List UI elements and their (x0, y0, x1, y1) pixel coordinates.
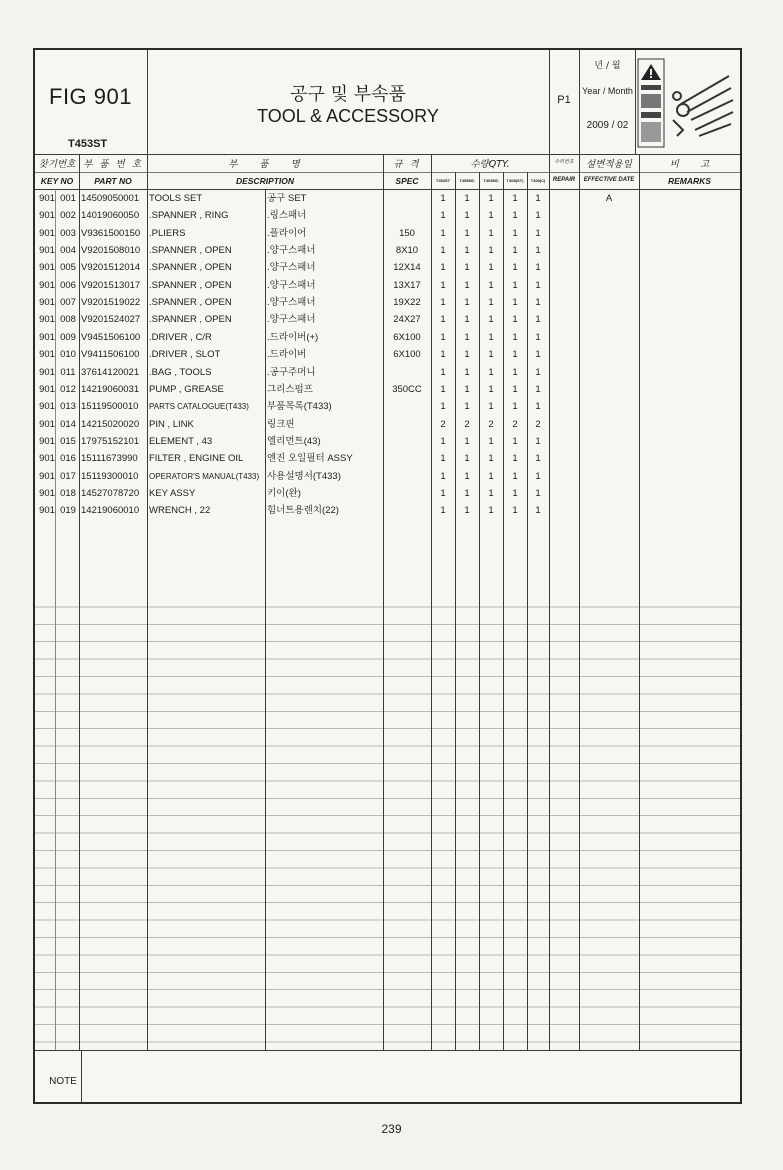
quantity-cell: 1 (464, 453, 470, 465)
fig-number-cell: 901 (39, 297, 55, 309)
description-header: DESCRIPTION (235, 176, 295, 186)
ruled-lines (35, 590, 740, 1047)
quantity-cell: 1 (440, 487, 446, 499)
table-row (35, 329, 740, 346)
description-korean-cell: 공구 SET (267, 193, 307, 204)
description-korean-cell: .양구스패너 (267, 314, 316, 326)
quantity-cell: 1 (535, 487, 541, 499)
quantity-cell: 1 (464, 227, 470, 239)
table-row (35, 381, 740, 398)
quantity-cell: 1 (440, 262, 446, 274)
quantity-cell: 1 (535, 262, 541, 274)
quantity-cell: 1 (464, 401, 470, 413)
key-number-cell: 007 (60, 297, 76, 309)
quantity-cell: 1 (512, 453, 518, 465)
description-korean-cell: .양구스패너 (267, 279, 316, 291)
quantity-cell: 1 (440, 210, 446, 222)
description-korean-cell: .플라이어 (267, 227, 307, 239)
fig-number-cell: 901 (39, 366, 55, 378)
quantity-cell: 1 (512, 470, 518, 482)
key-number-cell: 012 (60, 383, 76, 395)
part-number-cell: 15119300010 (81, 470, 139, 482)
quantity-cell: 1 (488, 193, 494, 204)
header-vline (635, 50, 636, 154)
column-line (479, 172, 480, 1050)
quantity-cell: 1 (464, 470, 470, 482)
repair-header: REPAIR (552, 177, 576, 183)
part-number-cell: 15111673990 (81, 453, 138, 465)
key-number-cell: 014 (60, 418, 76, 430)
description-english-cell: PIN , LINK (149, 418, 194, 430)
description-english-cell: .SPANNER , OPEN (149, 245, 232, 257)
fig-number-cell: 901 (39, 245, 55, 257)
quantity-cell: 1 (464, 297, 470, 309)
part-number-cell: 15119500010 (81, 401, 139, 413)
part-no-header: PART NO (94, 176, 132, 186)
part-number-cell: 17975152101 (81, 435, 140, 447)
quantity-cell: 1 (535, 366, 541, 378)
quantity-cell: 1 (535, 297, 541, 309)
quantity-cell: 1 (464, 210, 470, 222)
key-number-cell: 017 (60, 470, 76, 482)
fig-number-cell: 901 (39, 314, 55, 326)
quantity-cell: 1 (535, 331, 541, 343)
table-row (35, 485, 740, 502)
description-english-cell: PARTS CATALOGUE(T433) (149, 402, 249, 412)
quantity-cell: 1 (535, 505, 541, 517)
part-number-cell: 14215020020 (81, 418, 140, 430)
table-row (35, 398, 740, 415)
quantity-cell: 1 (464, 193, 470, 204)
quantity-cell: 1 (464, 383, 470, 395)
quantity-cell: 1 (440, 401, 446, 413)
description-english-cell: .SPANNER , OPEN (149, 262, 232, 274)
key-number-cell: 006 (60, 279, 76, 291)
quantity-cell: 1 (512, 314, 518, 326)
spec-cell: 24X27 (393, 314, 421, 326)
part-number-cell: V9411506100 (81, 349, 140, 361)
repair-header-korean: 수리번호 (554, 159, 574, 165)
quantity-cell: 1 (464, 279, 470, 291)
quantity-cell: 1 (512, 245, 518, 257)
quantity-cell: 1 (464, 349, 470, 361)
fig-number-cell: 901 (39, 453, 55, 465)
spec-cell: 6X100 (393, 349, 421, 361)
spec-cell: 6X100 (393, 331, 421, 343)
description-english-cell: .SPANNER , RING (149, 210, 229, 222)
quantity-cell: 1 (488, 331, 494, 343)
quantity-cell: 1 (464, 245, 470, 257)
quantity-cell: 1 (440, 331, 446, 343)
qty-model-3: T403MC (483, 178, 499, 183)
tools-illustration-icon (669, 60, 737, 140)
table-row (35, 294, 740, 311)
qty-model-5: T408(C) (530, 178, 546, 183)
table-row (35, 346, 740, 363)
spec-cell: 13X17 (393, 279, 421, 291)
quantity-cell: 1 (464, 314, 470, 326)
quantity-cell: 1 (535, 210, 541, 222)
quantity-cell: 1 (535, 470, 541, 482)
header-vline (579, 50, 580, 154)
qty-model-1: T453ST (435, 178, 451, 183)
quantity-cell: 1 (512, 210, 518, 222)
fig-number: FIG 901 (49, 84, 132, 109)
quantity-cell: 2 (440, 418, 446, 430)
key-number-cell: 019 (60, 505, 76, 517)
quantity-cell: 1 (440, 435, 446, 447)
remarks-header-korean: 비 고 (669, 159, 710, 170)
description-korean-cell: 부품목록(T433) (267, 401, 332, 413)
column-line (527, 172, 528, 1050)
key-number-cell: 018 (60, 487, 76, 499)
quantity-cell: 1 (512, 297, 518, 309)
description-korean-cell: 엘리먼트(43) (267, 435, 321, 447)
part-number-cell: V9201508010 (81, 245, 141, 257)
column-line (639, 154, 640, 1050)
fig-number-cell: 901 (39, 262, 55, 274)
table-row (35, 311, 740, 328)
key-number-cell: 015 (60, 435, 76, 447)
quantity-cell: 1 (488, 505, 494, 517)
description-korean-cell: .양구스패너 (267, 262, 316, 274)
fig-number-cell: 901 (39, 418, 55, 430)
description-english-cell: .SPANNER , OPEN (149, 297, 232, 309)
quantity-cell: 1 (464, 435, 470, 447)
title-english: TOOL & ACCESSORY (257, 106, 439, 126)
quantity-cell: 1 (535, 227, 541, 239)
part-number-cell: 14509050001 (81, 193, 140, 204)
description-korean-cell: .드라이버 (267, 349, 307, 361)
part-number-cell: 37614120021 (81, 366, 140, 378)
quantity-cell: 1 (440, 245, 446, 257)
effective-date-header: EFFECTIVE DATE (583, 177, 635, 183)
part-number-cell: V9201524027 (81, 314, 141, 326)
year-month-korean: 년 / 월 (594, 61, 621, 71)
spec-cell: 150 (399, 227, 415, 239)
description-korean-cell: .드라이버(+) (267, 331, 319, 343)
table-row (35, 277, 740, 294)
column-line (147, 154, 148, 1050)
quantity-cell: 1 (464, 331, 470, 343)
header-mid-divider (35, 172, 740, 173)
parts-sheet (33, 48, 742, 1104)
description-korean-cell: 엔진 오일필터 ASSY (267, 453, 353, 465)
quantity-cell: 1 (535, 349, 541, 361)
part-number-cell: 14219060010 (81, 505, 140, 517)
column-line (383, 154, 384, 1050)
quantity-cell: 1 (512, 193, 518, 204)
effective-date-cell: A (605, 193, 613, 204)
qty-model-2: T455MC (459, 178, 475, 183)
table-row (35, 259, 740, 276)
quantity-cell: 1 (512, 331, 518, 343)
key-number-cell: 013 (60, 401, 76, 413)
quantity-cell: 2 (488, 418, 494, 430)
key-number-cell: 016 (60, 453, 76, 465)
title-korean: 공구 및 부속품 (290, 84, 406, 105)
quantity-cell: 1 (440, 383, 446, 395)
description-english-cell: TOOLS SET (149, 193, 203, 204)
quantity-cell: 1 (512, 383, 518, 395)
key-no-header-korean: 찾기번호 (38, 159, 76, 170)
quantity-cell: 1 (535, 279, 541, 291)
warning-icon (637, 58, 665, 148)
column-line (79, 154, 80, 1050)
description-korean-cell: .양구스패너 (267, 245, 316, 257)
quantity-cell: 1 (535, 435, 541, 447)
part-number-cell: 14219060031 (81, 383, 140, 395)
header-bottom-divider (35, 189, 740, 190)
fig-number-cell: 901 (39, 193, 55, 204)
table-row (35, 450, 740, 467)
description-english-cell: FILTER , ENGINE OIL (149, 453, 244, 465)
quantity-cell: 1 (440, 279, 446, 291)
description-english-cell: .SPANNER , OPEN (149, 279, 232, 291)
fig-number-cell: 901 (39, 487, 55, 499)
part-number-cell: V9201512014 (81, 262, 141, 274)
quantity-cell: 1 (488, 383, 494, 395)
description-english-cell: .DRIVER , C/R (149, 331, 212, 343)
year-month-english: Year / Month (582, 86, 633, 96)
quantity-cell: 1 (488, 401, 494, 413)
part-no-header-korean: 부 품 번 호 (83, 159, 143, 170)
description-english-cell: KEY ASSY (149, 487, 196, 499)
quantity-cell: 1 (440, 314, 446, 326)
page-label: P1 (557, 94, 571, 106)
quantity-cell: 1 (488, 470, 494, 482)
quantity-cell: 1 (512, 505, 518, 517)
key-number-cell: 009 (60, 331, 76, 343)
fig-number-cell: 901 (39, 279, 55, 291)
quantity-cell: 1 (464, 262, 470, 274)
quantity-cell: 1 (488, 210, 494, 222)
table-row (35, 416, 740, 433)
quantity-cell: 1 (512, 262, 518, 274)
spec-cell: 8X10 (395, 245, 419, 257)
description-korean-cell: 그리스펌프 (267, 383, 313, 395)
quantity-cell: 1 (488, 245, 494, 257)
quantity-cell: 1 (440, 227, 446, 239)
quantity-cell: 1 (440, 366, 446, 378)
column-line (549, 154, 550, 1050)
quantity-cell: 1 (488, 314, 494, 326)
quantity-cell: 1 (535, 193, 541, 204)
quantity-cell: 1 (512, 349, 518, 361)
quantity-cell: 1 (488, 453, 494, 465)
fig-number-cell: 901 (39, 435, 55, 447)
quantity-cell: 1 (512, 227, 518, 239)
fig-number-cell: 901 (39, 505, 55, 517)
spec-cell: 19X22 (393, 297, 421, 309)
key-number-cell: 001 (60, 193, 76, 204)
remarks-header: REMARKS (668, 176, 711, 186)
header-divider (35, 154, 740, 155)
quantity-cell: 2 (512, 418, 518, 430)
spec-header: SPEC (395, 176, 419, 186)
column-line (55, 189, 56, 1050)
header-vline (549, 50, 550, 154)
table-row (35, 190, 740, 207)
part-number-cell: V9201513017 (81, 279, 141, 291)
quantity-cell: 1 (440, 470, 446, 482)
quantity-cell: 2 (464, 418, 470, 430)
key-number-cell: 011 (60, 366, 76, 378)
column-line (455, 172, 456, 1050)
fig-number-cell: 901 (39, 401, 55, 413)
key-number-cell: 004 (60, 245, 76, 257)
quantity-cell: 1 (440, 193, 446, 204)
description-english-cell: WRENCH , 22 (149, 505, 211, 517)
quantity-cell: 1 (464, 505, 470, 517)
quantity-cell: 1 (512, 435, 518, 447)
key-number-cell: 008 (60, 314, 76, 326)
spec-header-korean: 규 격 (393, 159, 421, 170)
description-english-cell: PUMP , GREASE (149, 383, 224, 395)
description-english-cell: OPERATOR'S MANUAL(T433) (149, 471, 260, 481)
table-row (35, 225, 740, 242)
quantity-cell: 1 (488, 487, 494, 499)
note-label: NOTE (49, 1076, 77, 1087)
quantity-cell: 1 (464, 366, 470, 378)
quantity-cell: 1 (512, 401, 518, 413)
description-english-cell: .SPANNER , OPEN (149, 314, 232, 326)
key-number-cell: 003 (60, 227, 76, 239)
quantity-cell: 1 (535, 401, 541, 413)
part-number-cell: V9201519022 (81, 297, 141, 309)
fig-number-cell: 901 (39, 227, 55, 239)
description-korean-cell: 키이(완) (267, 487, 301, 499)
table-row (35, 242, 740, 259)
header-vline (147, 50, 148, 154)
quantity-cell: 1 (488, 349, 494, 361)
description-english-cell: ELEMENT , 43 (149, 435, 213, 447)
quantity-cell: 1 (464, 487, 470, 499)
quantity-cell: 1 (535, 453, 541, 465)
table-row (35, 364, 740, 381)
column-line (265, 189, 266, 1050)
part-number-cell: V9451506100 (81, 331, 141, 343)
description-korean-cell: .링스패너 (267, 210, 307, 222)
part-number-cell: 14527078720 (81, 487, 140, 499)
quantity-cell: 1 (488, 262, 494, 274)
key-number-cell: 010 (60, 349, 76, 361)
description-english-cell: .DRIVER , SLOT (149, 349, 221, 361)
table-row (35, 502, 740, 519)
note-divider (35, 1050, 740, 1051)
table-row (35, 433, 740, 450)
quantity-cell: 1 (512, 487, 518, 499)
quantity-cell: 1 (512, 366, 518, 378)
quantity-cell: 1 (488, 279, 494, 291)
quantity-cell: 1 (488, 297, 494, 309)
effective-date-header-korean: 설변적용일 (586, 159, 632, 170)
quantity-cell: 1 (535, 245, 541, 257)
description-header-korean: 부 품 명 (228, 159, 302, 170)
key-number-cell: 005 (60, 262, 76, 274)
description-english-cell: .BAG , TOOLS (149, 366, 212, 378)
quantity-cell: 1 (488, 366, 494, 378)
key-number-cell: 002 (60, 210, 76, 222)
description-korean-cell: 링크핀 (267, 418, 295, 430)
column-line (431, 154, 432, 1050)
description-korean-cell: .양구스패너 (267, 297, 316, 309)
quantity-cell: 1 (440, 349, 446, 361)
fig-number-cell: 901 (39, 331, 55, 343)
fig-number-cell: 901 (39, 210, 55, 222)
table-row (35, 207, 740, 224)
qty-model-4: T408(ST) (506, 178, 524, 183)
quantity-cell: 1 (488, 227, 494, 239)
key-no-header: KEY NO (40, 176, 74, 186)
page-number: 239 (381, 1122, 402, 1136)
fig-number-cell: 901 (39, 383, 55, 395)
description-korean-cell: 힘너트용렌치(22) (267, 505, 339, 517)
column-line (579, 154, 580, 1050)
spec-cell: 12X14 (393, 262, 421, 274)
description-korean-cell: 사용설명서(T433) (267, 470, 341, 482)
issue-date: 2009 / 02 (586, 120, 629, 131)
description-english-cell: .PLIERS (149, 227, 186, 239)
fig-number-cell: 901 (39, 470, 55, 482)
description-korean-cell: .공구주머니 (267, 366, 316, 378)
quantity-cell: 2 (535, 418, 541, 430)
model-code: T453ST (68, 138, 108, 150)
part-number-cell: 14019060050 (81, 210, 140, 222)
quantity-cell: 1 (488, 435, 494, 447)
column-line (503, 172, 504, 1050)
quantity-cell: 1 (440, 453, 446, 465)
part-number-cell: V9361500150 (81, 227, 141, 239)
quantity-cell: 1 (440, 505, 446, 517)
spec-cell: 350CC (392, 383, 422, 395)
quantity-cell: 1 (535, 383, 541, 395)
quantity-cell: 1 (440, 297, 446, 309)
table-row (35, 468, 740, 485)
fig-number-cell: 901 (39, 349, 55, 361)
quantity-header: 수량QTY. (470, 159, 510, 170)
quantity-cell: 1 (535, 314, 541, 326)
quantity-cell: 1 (512, 279, 518, 291)
